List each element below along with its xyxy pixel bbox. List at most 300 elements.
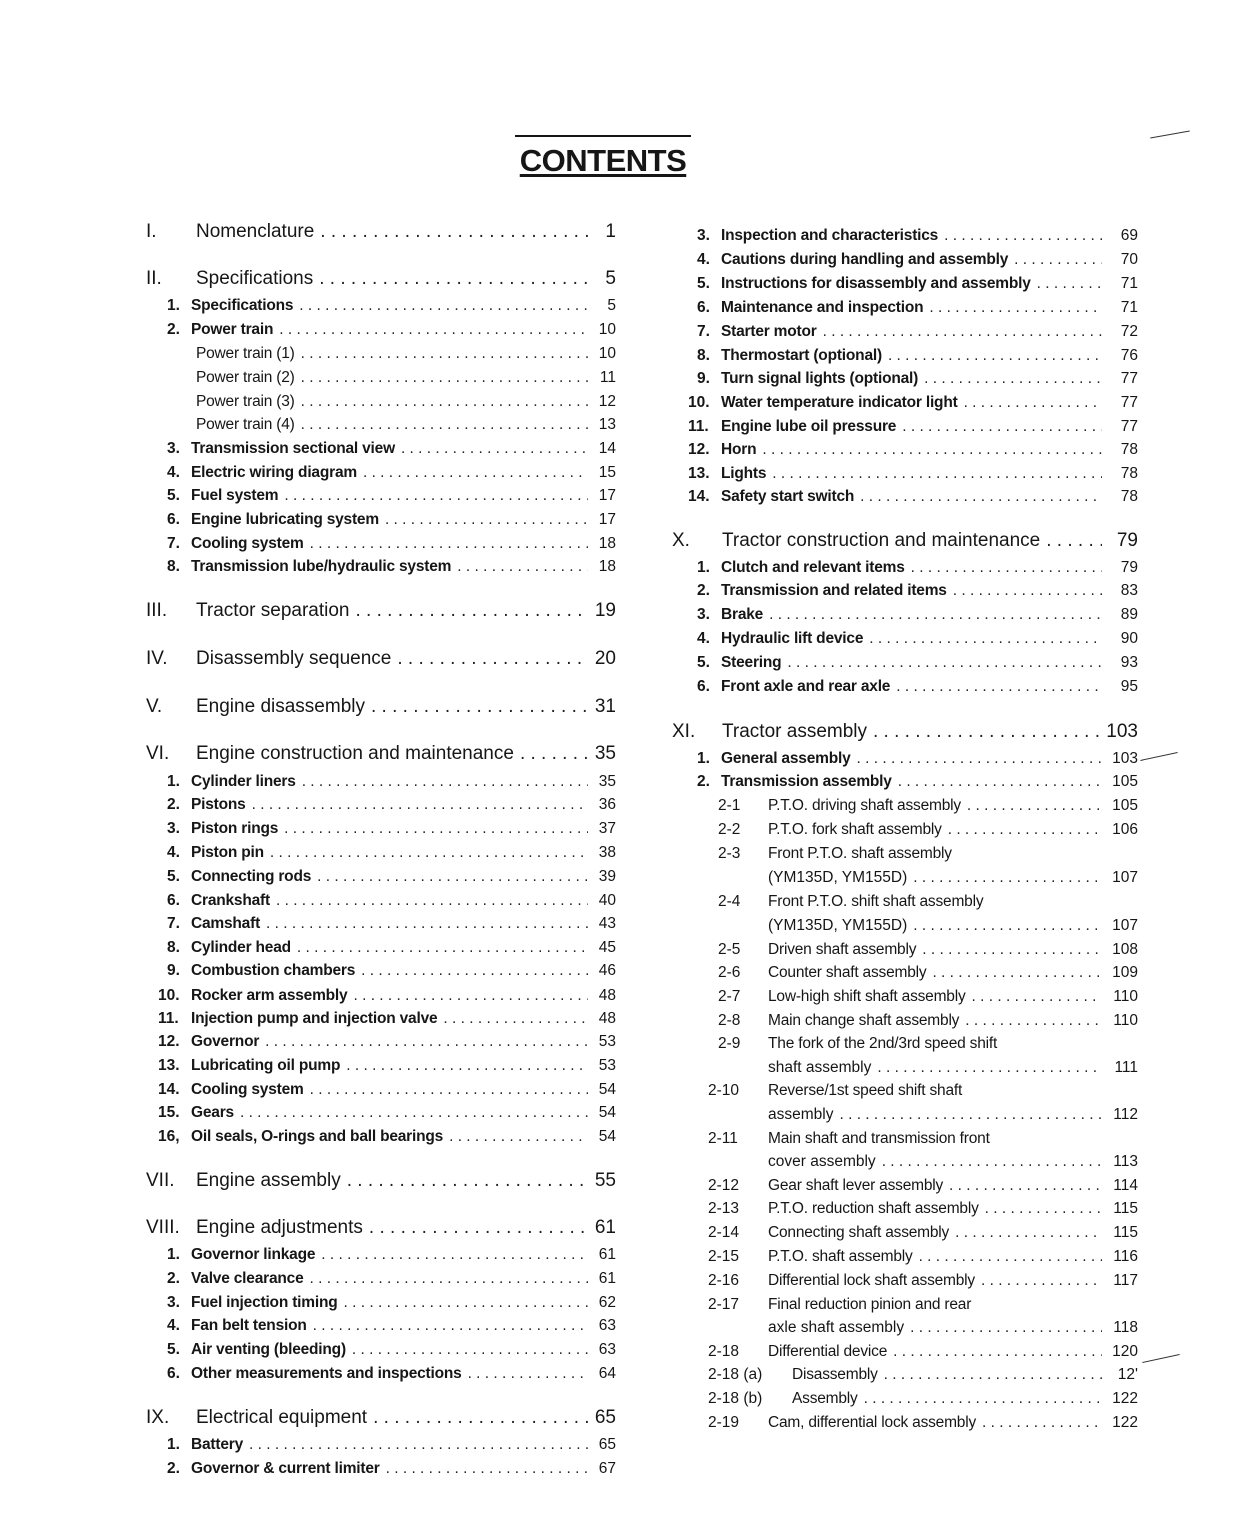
toc-entry-title: Oil seals, O-rings and ball bearings xyxy=(191,1127,444,1145)
toc-entry-row xyxy=(718,941,1138,959)
toc-dot-leader xyxy=(944,227,1102,245)
toc-entry-number: 6. xyxy=(697,677,710,695)
toc-entry-title: Camshaft xyxy=(191,914,261,932)
toc-entry-row xyxy=(158,987,616,1005)
toc-dot-leader xyxy=(344,1294,589,1312)
toc-entry-row xyxy=(167,321,616,339)
toc-entry-row xyxy=(768,1106,1138,1124)
toc-entry-row xyxy=(708,1082,1138,1100)
toc-page-number: 45 xyxy=(598,938,616,956)
toc-entry-row xyxy=(768,869,1138,887)
toc-entry-row xyxy=(158,1104,616,1122)
toc-dot-leader xyxy=(270,844,588,862)
toc-dot-leader xyxy=(240,1104,588,1122)
toc-entry-row xyxy=(768,917,1138,935)
toc-page-number: 31 xyxy=(594,696,616,717)
toc-page-number: 19 xyxy=(594,600,616,621)
toc-entry-title: Driven shaft assembly xyxy=(768,940,917,958)
toc-dot-leader xyxy=(386,1460,588,1478)
toc-dot-leader xyxy=(302,773,588,791)
toc-entry-title: Power train (3) xyxy=(196,392,295,410)
toc-dot-leader xyxy=(373,1407,588,1429)
toc-page-number: 5 xyxy=(605,268,616,289)
toc-entry-title: Tractor assembly xyxy=(722,721,867,742)
toc-entry-number: 2-15 xyxy=(708,1247,740,1265)
toc-entry-title: Cylinder liners xyxy=(191,772,296,790)
toc-page-number: 114 xyxy=(1113,1176,1138,1194)
toc-entry-title: Steering xyxy=(721,653,782,671)
toc-page-number: 77 xyxy=(1120,417,1138,435)
page-title: CONTENTS xyxy=(515,135,691,179)
toc-dot-leader xyxy=(860,488,1102,506)
toc-entry-title: Transmission lube/hydraulic system xyxy=(191,557,452,575)
toc-dot-leader xyxy=(964,394,1102,412)
toc-entry-title: Cautions during handling and assembly xyxy=(721,250,1009,268)
toc-entry-title: P.T.O. reduction shaft assembly xyxy=(768,1199,979,1217)
toc-page-number: 115 xyxy=(1113,1199,1138,1217)
toc-entry-row xyxy=(697,773,1138,791)
toc-entry-number: 13. xyxy=(688,464,710,482)
toc-dot-leader xyxy=(321,1246,588,1264)
toc-entry-title: Low-high shift shaft assembly xyxy=(768,987,966,1005)
toc-entry-number: 8. xyxy=(167,557,180,575)
toc-page-number: 118 xyxy=(1113,1318,1138,1336)
toc-entry-row xyxy=(167,796,616,814)
toc-page-number: 18 xyxy=(598,534,616,552)
toc-entry-title: Front P.T.O. shaft assembly xyxy=(768,844,952,862)
toc-entry-number: 5. xyxy=(167,867,180,885)
toc-entry-title: Lubricating oil pump xyxy=(191,1056,341,1074)
toc-dot-leader xyxy=(310,535,588,553)
toc-entry-title: Water temperature indicator light xyxy=(721,393,958,411)
toc-entry-title: Inspection and characteristics xyxy=(721,226,939,244)
toc-entry-title: Horn xyxy=(721,440,757,458)
toc-entry-row xyxy=(688,488,1138,506)
toc-entry-number: X. xyxy=(672,530,690,551)
toc-entry-title: Reverse/1st speed shift shaft xyxy=(768,1081,963,1099)
toc-entry-title: Engine adjustments xyxy=(196,1217,363,1238)
toc-entry-number: 4. xyxy=(167,1316,180,1334)
toc-dot-leader xyxy=(919,1248,1102,1266)
toc-dot-leader xyxy=(266,915,588,933)
toc-entry-number: 2. xyxy=(167,795,180,813)
toc-entry-title: Governor & current limiter xyxy=(191,1459,380,1477)
toc-page-number: 89 xyxy=(1120,605,1138,623)
toc-entry-title: Instructions for disassembly and assembly xyxy=(721,274,1031,292)
toc-entry-title: Battery xyxy=(191,1435,244,1453)
toc-entry-title: Tractor separation xyxy=(196,600,350,621)
toc-entry-row xyxy=(697,275,1138,293)
toc-page-number: 78 xyxy=(1120,440,1138,458)
toc-entry-number: III. xyxy=(146,600,168,621)
toc-entry-row xyxy=(708,1177,1138,1195)
toc-entry-row xyxy=(718,797,1138,815)
toc-entry-row xyxy=(697,251,1138,269)
toc-page-number: 48 xyxy=(598,986,616,1004)
toc-page-number: 36 xyxy=(598,795,616,813)
toc-entry-title: Power train xyxy=(191,320,274,338)
toc-entry-number: 9. xyxy=(167,961,180,979)
toc-entry-number: 2-5 xyxy=(718,940,741,958)
toc-entry-number: 10. xyxy=(158,986,180,1004)
toc-entry-title: Assembly xyxy=(792,1389,858,1407)
toc-entry-number: 1. xyxy=(167,772,180,790)
toc-dot-leader xyxy=(929,299,1102,317)
toc-entry-row xyxy=(697,630,1138,648)
toc-dot-leader xyxy=(772,465,1102,483)
toc-entry-number: 2-16 xyxy=(708,1271,740,1289)
toc-entry-number: 15. xyxy=(158,1103,180,1121)
toc-entry-row xyxy=(688,441,1138,459)
toc-dot-leader xyxy=(443,1010,588,1028)
toc-page-number: 53 xyxy=(598,1056,616,1074)
toc-dot-leader xyxy=(953,582,1102,600)
toc-entry-row xyxy=(167,844,616,862)
toc-dot-leader xyxy=(401,440,588,458)
toc-entry-number: 11. xyxy=(158,1009,179,1027)
toc-dot-leader xyxy=(468,1365,588,1383)
toc-entry-row xyxy=(688,418,1138,436)
toc-dot-leader xyxy=(1037,275,1102,293)
toc-entry-title: Cooling system xyxy=(191,1080,304,1098)
toc-page-number: 109 xyxy=(1112,963,1138,981)
toc-entry-title: P.T.O. fork shaft assembly xyxy=(768,820,942,838)
toc-dot-leader xyxy=(913,917,1102,935)
toc-page-number: 17 xyxy=(598,510,616,528)
toc-page-number: 63 xyxy=(598,1340,616,1358)
toc-entry-row xyxy=(167,773,616,791)
toc-entry-row xyxy=(167,1365,616,1383)
scan-mark-top-right xyxy=(1150,131,1190,139)
toc-entry-row xyxy=(167,892,616,910)
toc-entry-row xyxy=(697,347,1138,365)
toc-entry-row xyxy=(167,939,616,957)
toc-entry-row xyxy=(158,1081,616,1099)
toc-page-number: 65 xyxy=(598,1435,616,1453)
toc-page-number: 11 xyxy=(599,368,616,386)
toc-entry-number: 6. xyxy=(697,298,710,316)
toc-entry-title: Counter shaft assembly xyxy=(768,963,927,981)
toc-entry-number: 7. xyxy=(697,322,710,340)
toc-dot-leader xyxy=(369,1217,588,1239)
toc-page-number: 107 xyxy=(1112,916,1138,934)
toc-dot-leader xyxy=(297,939,588,957)
toc-page-number: 35 xyxy=(598,772,616,790)
toc-dot-leader xyxy=(893,1343,1102,1361)
toc-entry-title: Gears xyxy=(191,1103,234,1121)
toc-page-number: 105 xyxy=(1112,796,1138,814)
toc-entry-title: Rocker arm assembly xyxy=(191,986,348,1004)
toc-entry-row xyxy=(167,1341,616,1359)
toc-entry-title: Connecting rods xyxy=(191,867,312,885)
toc-dot-leader xyxy=(346,1057,588,1075)
toc-entry-row xyxy=(708,1200,1138,1218)
toc-dot-leader xyxy=(902,418,1102,436)
toc-page-number: 71 xyxy=(1120,274,1138,292)
toc-page-number: 64 xyxy=(598,1364,616,1382)
toc-entry-number: 4. xyxy=(167,463,180,481)
toc-entry-title: Power train (2) xyxy=(196,368,295,386)
toc-entry-row xyxy=(697,299,1138,317)
toc-entry-title: Front axle and rear axle xyxy=(721,677,891,695)
toc-dot-leader xyxy=(353,987,588,1005)
toc-entry-number: 1. xyxy=(697,558,710,576)
toc-page-number: 61 xyxy=(598,1245,616,1263)
toc-dot-leader xyxy=(449,1128,588,1146)
toc-dot-leader xyxy=(276,892,588,910)
toc-page-number: 5 xyxy=(607,296,616,314)
toc-page-number: 54 xyxy=(598,1103,616,1121)
toc-entry-number: 2. xyxy=(167,1269,180,1287)
toc-entry-title: P.T.O. driving shaft assembly xyxy=(768,796,961,814)
toc-page-number: 122 xyxy=(1112,1413,1138,1431)
toc-entry-number: 4. xyxy=(167,843,180,861)
toc-entry-number: IV. xyxy=(146,648,168,669)
toc-page-number: 1 xyxy=(605,221,616,242)
toc-page-number: 120 xyxy=(1112,1342,1138,1360)
toc-entry-title: General assembly xyxy=(721,749,851,767)
toc-page-number: 54 xyxy=(598,1080,616,1098)
toc-entry-number: 2. xyxy=(167,320,180,338)
toc-dot-leader xyxy=(955,1224,1102,1242)
toc-entry-number: 12. xyxy=(158,1032,180,1050)
toc-entry-number: 2-10 xyxy=(708,1081,740,1099)
toc-page-number: 111 xyxy=(1114,1058,1138,1076)
toc-entry-title: cover assembly xyxy=(768,1152,876,1170)
toc-entry-row xyxy=(196,369,616,387)
toc-dot-leader xyxy=(888,347,1102,365)
toc-dot-leader xyxy=(371,696,588,718)
toc-section-row xyxy=(146,221,616,243)
toc-page-number: 10 xyxy=(598,320,616,338)
toc-entry-number: 3. xyxy=(697,605,710,623)
toc-page-number: 35 xyxy=(594,743,616,764)
toc-dot-leader xyxy=(769,606,1102,624)
toc-entry-number: 8. xyxy=(167,938,180,956)
toc-page-number: 69 xyxy=(1120,226,1138,244)
toc-page-number: 83 xyxy=(1120,581,1138,599)
toc-dot-leader xyxy=(355,600,588,622)
toc-page-number: 18 xyxy=(598,557,616,575)
toc-entry-row xyxy=(768,1319,1138,1337)
toc-page-number: 62 xyxy=(598,1293,616,1311)
toc-entry-row xyxy=(697,323,1138,341)
toc-page-number: 77 xyxy=(1120,369,1138,387)
toc-entry-title: Safety start switch xyxy=(721,487,855,505)
toc-entry-title: (YM135D, YM155D) xyxy=(768,916,908,934)
toc-dot-leader xyxy=(869,630,1102,648)
toc-entry-number: 2-18 xyxy=(708,1342,740,1360)
toc-entry-title: axle shaft assembly xyxy=(768,1318,905,1336)
toc-dot-leader xyxy=(913,869,1102,887)
toc-page-number: 115 xyxy=(1113,1223,1138,1241)
toc-entry-row xyxy=(697,606,1138,624)
toc-page-number: 117 xyxy=(1113,1271,1138,1289)
toc-entry-row xyxy=(688,394,1138,412)
toc-entry-number: 2-12 xyxy=(708,1176,740,1194)
toc-entry-title: Governor xyxy=(191,1032,260,1050)
toc-page-number: 61 xyxy=(598,1269,616,1287)
toc-entry-row xyxy=(708,1272,1138,1290)
toc-entry-title: Power train (4) xyxy=(196,415,295,433)
toc-entry-number: IX. xyxy=(146,1407,170,1428)
toc-entry-number: 2-8 xyxy=(718,1011,741,1029)
toc-entry-number: 5. xyxy=(167,486,180,504)
toc-dot-leader xyxy=(313,1317,588,1335)
toc-entry-number: 16, xyxy=(158,1127,180,1145)
toc-entry-title: Combustion chambers xyxy=(191,961,356,979)
toc-page-number: 103 xyxy=(1112,749,1138,767)
toc-entry-row xyxy=(697,559,1138,577)
toc-page-number: 13 xyxy=(598,415,616,433)
toc-entry-number: 9. xyxy=(697,369,710,387)
toc-dot-leader xyxy=(873,721,1100,743)
toc-page-number: 43 xyxy=(598,914,616,932)
toc-dot-leader xyxy=(397,648,588,670)
toc-entry-title: Air venting (bleeding) xyxy=(191,1340,346,1358)
toc-page-number: 37 xyxy=(598,819,616,837)
toc-entry-row xyxy=(708,1130,1138,1148)
toc-dot-leader xyxy=(301,416,588,434)
toc-entry-title: Cylinder head xyxy=(191,938,291,956)
toc-section-row xyxy=(146,1170,616,1192)
toc-entry-title: Disassembly xyxy=(792,1365,878,1383)
toc-entry-title: Starter motor xyxy=(721,322,817,340)
toc-entry-row xyxy=(167,915,616,933)
toc-page-number: 90 xyxy=(1120,629,1138,647)
toc-dot-leader xyxy=(911,559,1102,577)
toc-entry-title: Main change shaft assembly xyxy=(768,1011,960,1029)
toc-entry-number: 2-11 xyxy=(708,1129,738,1147)
toc-section-row xyxy=(146,1407,616,1429)
toc-entry-number: 6. xyxy=(167,1364,180,1382)
toc-entry-row xyxy=(697,654,1138,672)
toc-dot-leader xyxy=(252,796,588,814)
toc-entry-row xyxy=(167,1317,616,1335)
toc-entry-title: Thermostart (optional) xyxy=(721,346,882,364)
toc-entry-row xyxy=(167,511,616,529)
toc-section-row xyxy=(146,696,616,718)
toc-entry-title: Differential device xyxy=(768,1342,888,1360)
toc-entry-number: 2-4 xyxy=(718,892,741,910)
toc-entry-number: 5. xyxy=(697,653,710,671)
toc-section-row xyxy=(146,600,616,622)
toc-entry-row xyxy=(167,1294,616,1312)
toc-entry-title: Engine disassembly xyxy=(196,696,365,717)
toc-entry-row xyxy=(718,1012,1138,1030)
toc-entry-title: Turn signal lights (optional) xyxy=(721,369,919,387)
toc-entry-row xyxy=(196,416,616,434)
toc-section-row xyxy=(672,721,1138,743)
toc-entry-row xyxy=(708,1414,1138,1432)
toc-page-number: 72 xyxy=(1120,322,1138,340)
toc-dot-leader xyxy=(864,1390,1102,1408)
toc-entry-number: 2-2 xyxy=(718,820,741,838)
toc-entry-title: Crankshaft xyxy=(191,891,270,909)
toc-page-number: 105 xyxy=(1112,772,1138,790)
toc-entry-row xyxy=(196,345,616,363)
toc-page-number: 12' xyxy=(1117,1365,1138,1383)
toc-entry-row xyxy=(167,440,616,458)
toc-entry-number: 7. xyxy=(167,914,180,932)
toc-entry-title: Lights xyxy=(721,464,767,482)
toc-dot-leader xyxy=(385,511,588,529)
toc-section-row xyxy=(146,648,616,670)
toc-section-row xyxy=(672,530,1138,552)
toc-entry-title: Pistons xyxy=(191,795,246,813)
toc-entry-row xyxy=(158,1033,616,1051)
toc-entry-number: 2-18 (b) xyxy=(708,1389,763,1407)
toc-dot-leader xyxy=(985,1200,1102,1218)
toc-entry-title: Differential lock shaft assembly xyxy=(768,1271,975,1289)
toc-entry-row xyxy=(708,1248,1138,1266)
toc-dot-leader xyxy=(361,962,588,980)
toc-entry-number: 2-7 xyxy=(718,987,741,1005)
toc-entry-number: 10. xyxy=(688,393,710,411)
toc-entry-number: 2. xyxy=(167,1459,180,1477)
toc-entry-number: 7. xyxy=(167,534,180,552)
toc-page-number: 48 xyxy=(598,1009,616,1027)
toc-dot-leader xyxy=(896,678,1102,696)
toc-entry-title: Engine construction and maintenance xyxy=(196,743,514,764)
toc-page-number: 14 xyxy=(598,439,616,457)
toc-page-number: 79 xyxy=(1116,530,1138,551)
toc-entry-number: VIII. xyxy=(146,1217,180,1238)
toc-entry-number: 2-17 xyxy=(708,1295,740,1313)
toc-entry-row xyxy=(697,582,1138,600)
toc-page-number: 78 xyxy=(1120,464,1138,482)
toc-entry-number: 2-19 xyxy=(708,1413,740,1431)
toc-dot-leader xyxy=(924,370,1102,388)
scan-mark-low-right xyxy=(1142,1354,1179,1363)
toc-entry-title: Hydraulic lift device xyxy=(721,629,864,647)
toc-entry-row xyxy=(167,464,616,482)
toc-entry-number: V. xyxy=(146,696,163,717)
toc-entry-row xyxy=(167,820,616,838)
toc-entry-row xyxy=(167,1460,616,1478)
toc-entry-number: VI. xyxy=(146,743,170,764)
toc-dot-leader xyxy=(949,1177,1102,1195)
toc-entry-number: 2-9 xyxy=(718,1034,741,1052)
toc-entry-number: 13. xyxy=(158,1056,180,1074)
toc-entry-number: 8. xyxy=(697,346,710,364)
toc-dot-leader xyxy=(249,1436,588,1454)
toc-entry-row xyxy=(167,868,616,886)
toc-entry-number: I. xyxy=(146,221,157,242)
toc-entry-row xyxy=(167,535,616,553)
toc-entry-number: 5. xyxy=(697,274,710,292)
toc-entry-title: Engine assembly xyxy=(196,1170,341,1191)
toc-entry-row xyxy=(708,1224,1138,1242)
toc-page-number: 77 xyxy=(1120,393,1138,411)
scan-mark-mid-right xyxy=(1140,752,1177,761)
toc-entry-title: Front P.T.O. shift shaft assembly xyxy=(768,892,984,910)
toc-dot-leader xyxy=(347,1170,588,1192)
toc-page-number: 39 xyxy=(598,867,616,885)
toc-dot-leader xyxy=(520,743,588,765)
toc-entry-row xyxy=(167,1436,616,1454)
toc-entry-number: 3. xyxy=(697,226,710,244)
toc-entry-title: (YM135D, YM155D) xyxy=(768,868,908,886)
toc-dot-leader xyxy=(301,369,588,387)
toc-entry-title: Cam, differential lock assembly xyxy=(768,1413,977,1431)
toc-entry-number: II. xyxy=(146,268,162,289)
toc-entry-title: Fuel injection timing xyxy=(191,1293,338,1311)
toc-page-number: 122 xyxy=(1112,1389,1138,1407)
toc-page-number: 12 xyxy=(598,392,616,410)
toc-entry-row xyxy=(718,1035,1138,1053)
toc-entry-title: Valve clearance xyxy=(191,1269,304,1287)
